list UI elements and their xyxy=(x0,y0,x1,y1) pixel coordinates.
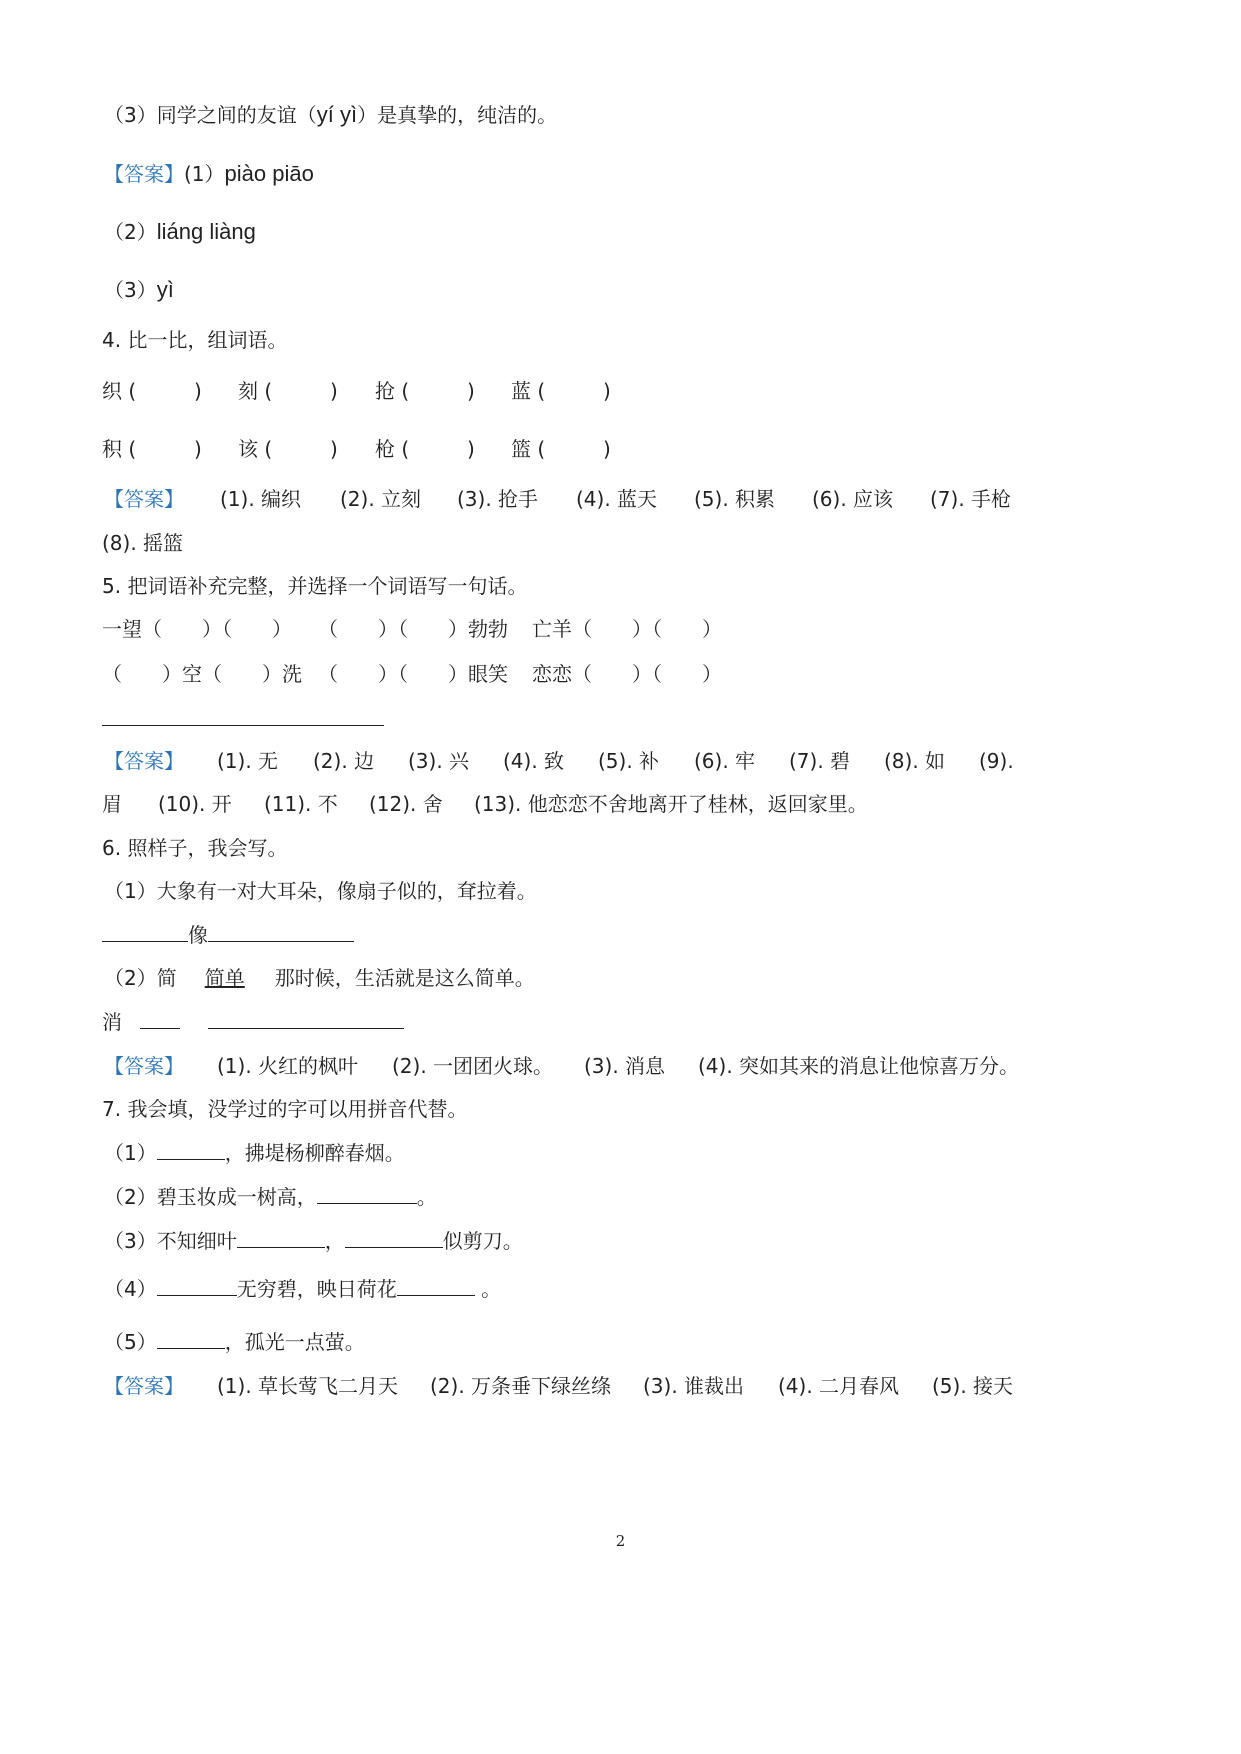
answer-item: (2). 立刻 xyxy=(340,487,422,511)
q5-idiom: 亡羊（ ）（ ） xyxy=(532,617,722,641)
q7-line4: （4） 无穷碧，映日荷花 。 xyxy=(104,1277,502,1301)
answer-item: (11). 不 xyxy=(264,792,338,816)
answer-item: (5). 积累 xyxy=(694,487,776,511)
answer-item: (5). 接天 xyxy=(932,1374,1014,1398)
answer-tag: 【答案】 xyxy=(104,1374,184,1398)
answer-item: (4). 二月春风 xyxy=(778,1374,900,1398)
answer-item: (6). 应该 xyxy=(812,487,894,511)
q6-fill-like: 像 xyxy=(102,921,354,949)
q6-fill-char: 消 xyxy=(102,1008,404,1036)
answer-item: (6). 牢 xyxy=(694,749,756,773)
q3-answer-2: （2）liáng liàng xyxy=(104,219,256,244)
answer-item: (2). 边 xyxy=(313,749,375,773)
answer-tag: 【答案】 xyxy=(104,487,184,511)
q4-word: 篮 ( xyxy=(511,437,546,461)
q4-word: 刻 ( xyxy=(238,379,273,403)
q5-idiom: （ ）（ ）勃勃 xyxy=(318,617,508,641)
q6-sub1: （1）大象有一对大耳朵，像扇子似的，耷拉着。 xyxy=(104,879,537,903)
answer-item: (3). 抢手 xyxy=(457,487,539,511)
answer-item: (1). 编织 xyxy=(220,487,302,511)
q4-close: ) xyxy=(330,379,338,403)
answer-item: (8). 如 xyxy=(884,749,946,773)
q4-word: 织 ( xyxy=(102,379,137,403)
q5-sentence-line xyxy=(102,725,384,726)
answer-item: (4). 蓝天 xyxy=(576,487,658,511)
answer-item: (10). 开 xyxy=(158,792,232,816)
answer-item: (3). 消息 xyxy=(584,1054,666,1078)
q4-word: 抢 ( xyxy=(375,379,410,403)
q4-close: ) xyxy=(194,379,202,403)
q6-title: 6. 照样子，我会写。 xyxy=(102,836,288,860)
q4-word: 蓝 ( xyxy=(511,379,546,403)
q7-line5: （5） ，孤光一点萤。 xyxy=(104,1330,365,1354)
q5-idiom: 恋恋（ ）（ ） xyxy=(532,662,722,686)
answer-item: (5). 补 xyxy=(598,749,660,773)
q4-title: 4. 比一比，组词语。 xyxy=(102,328,288,352)
answer-item: (9). xyxy=(979,749,1014,773)
page-number: 2 xyxy=(615,1532,626,1550)
q4-word: 积 ( xyxy=(102,437,137,461)
q4-close: ) xyxy=(194,437,202,461)
answer-item: (4). 突如其来的消息让他惊喜万分。 xyxy=(698,1054,1020,1078)
answer-item: 眉 xyxy=(102,792,122,816)
q3-answer-3: （3）yì xyxy=(104,277,174,302)
answer-item: (1). 无 xyxy=(217,749,279,773)
q3-answer-1: 【答案】(1）piào piāo xyxy=(104,161,314,186)
q3-line3: （3）同学之间的友谊（yí yì）是真挚的，纯洁的。 xyxy=(104,102,558,127)
answer-tag: 【答案】 xyxy=(104,749,184,773)
q7-title: 7. 我会填，没学过的字可以用拼音代替。 xyxy=(102,1097,468,1121)
answer-tag: 【答案】 xyxy=(104,162,184,186)
q4-close: ) xyxy=(603,379,611,403)
q5-idiom: 一望（ ）（ ） xyxy=(102,617,292,641)
q6-sub2: （2）简 简单 那时候，生活就是这么简单。 xyxy=(104,966,535,990)
answer-item: (12). 舍 xyxy=(369,792,443,816)
answer-item: (1). 火红的枫叶 xyxy=(217,1054,359,1078)
answer-tag: 【答案】 xyxy=(104,1054,184,1078)
answer-item: (8). 摇篮 xyxy=(102,531,184,555)
answer-item: (1). 草长莺飞二月天 xyxy=(217,1374,399,1398)
answer-item: (2). 万条垂下绿丝绦 xyxy=(430,1374,612,1398)
answer-item: (4). 致 xyxy=(503,749,565,773)
q5-title: 5. 把词语补充完整，并选择一个词语写一句话。 xyxy=(102,574,528,598)
answer-item: (7). 碧 xyxy=(789,749,851,773)
q4-word: 该 ( xyxy=(238,437,273,461)
q4-close: ) xyxy=(467,437,475,461)
q7-line1: （1） ，拂堤杨柳醉春烟。 xyxy=(104,1141,405,1165)
q4-close: ) xyxy=(467,379,475,403)
q4-close: ) xyxy=(330,437,338,461)
answer-item: (7). 手枪 xyxy=(930,487,1012,511)
q7-line3: （3）不知细叶 ， 似剪刀。 xyxy=(104,1229,523,1253)
answer-item: (13). 他恋恋不舍地离开了桂林，返回家里。 xyxy=(474,792,868,816)
q4-word: 枪 ( xyxy=(375,437,410,461)
q5-idiom: （ ）空（ ）洗 xyxy=(102,662,302,686)
answer-item: (3). 兴 xyxy=(408,749,470,773)
q5-idiom: （ ）（ ）眼笑 xyxy=(318,662,508,686)
q7-line2: （2）碧玉妆成一树高， 。 xyxy=(104,1185,437,1209)
answer-item: (2). 一团团火球。 xyxy=(392,1054,554,1078)
answer-item: (3). 谁裁出 xyxy=(643,1374,745,1398)
q4-close: ) xyxy=(603,437,611,461)
